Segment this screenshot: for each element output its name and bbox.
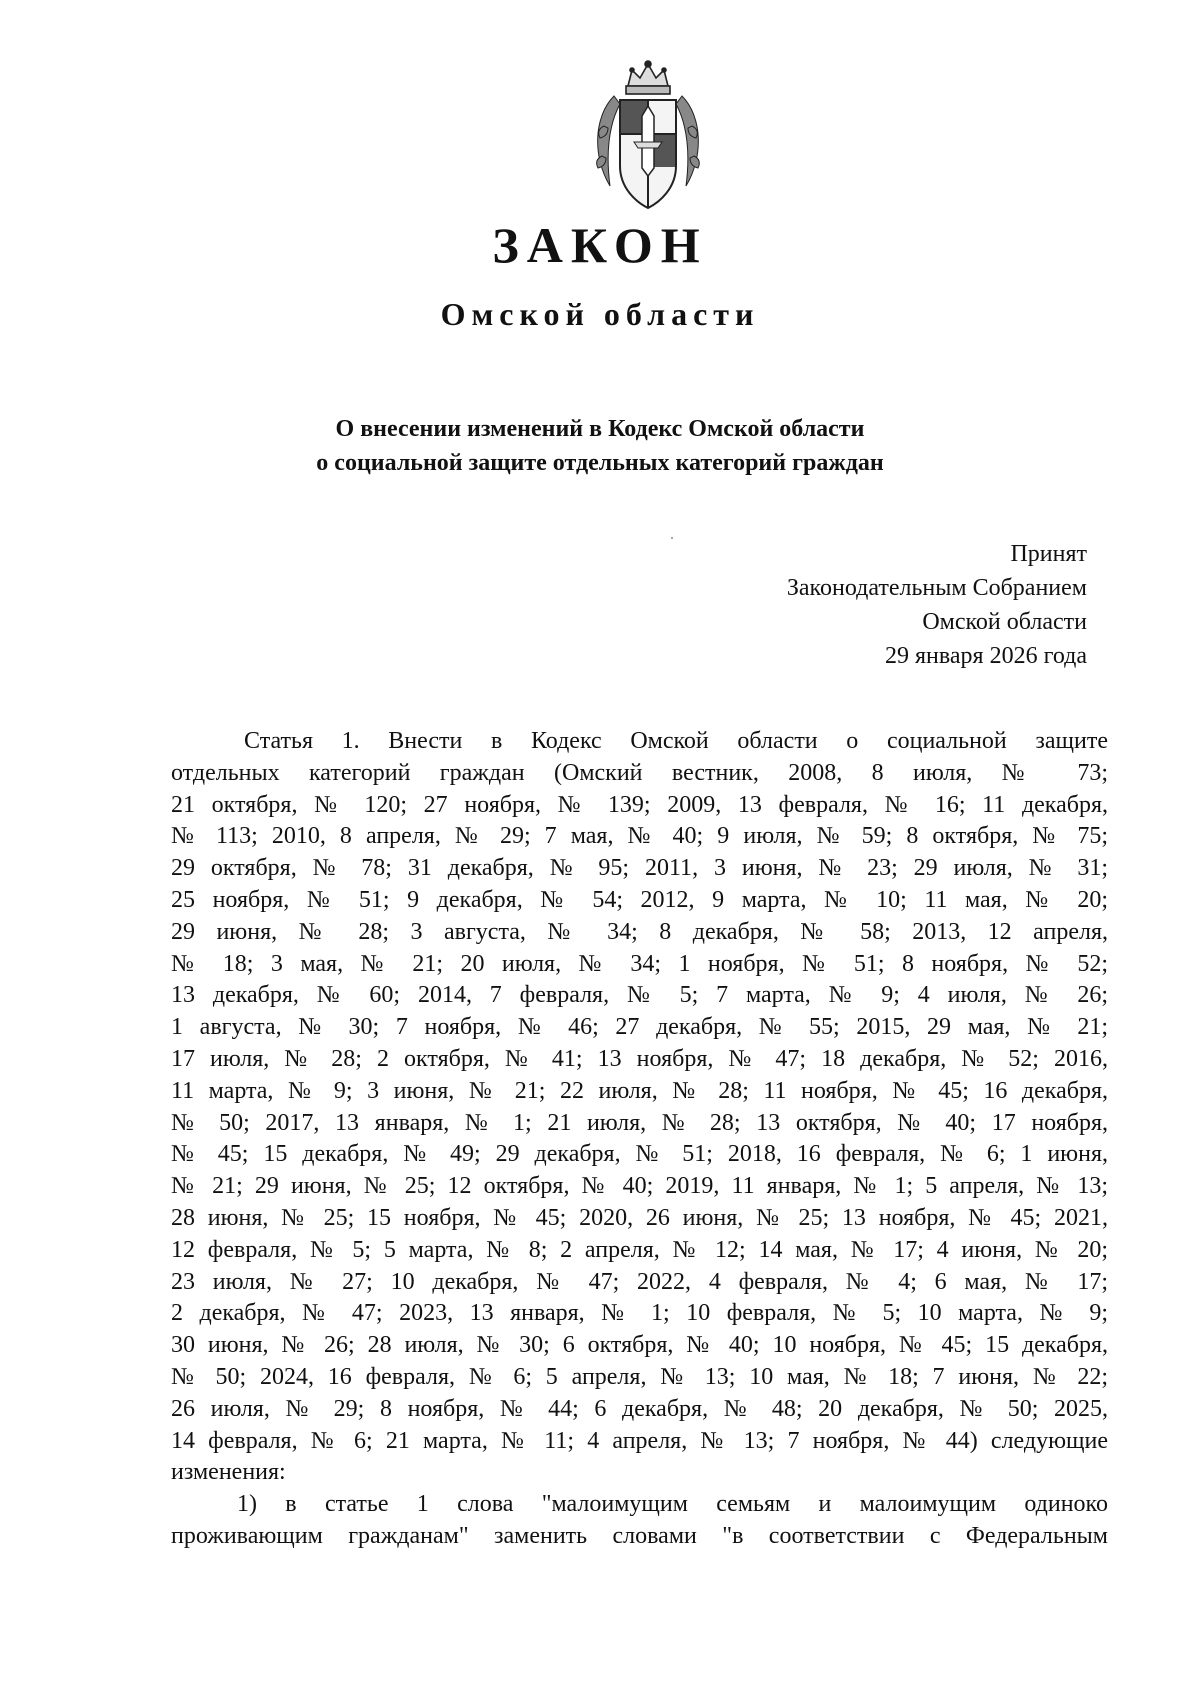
- body-line: Статья 1. Внести в Кодекс Омской области о социальной защите: [244, 728, 1108, 754]
- body-line: № 50; 2017, 13 января, № 1; 21 июля, № 28; 13 октября, № 40; 17 ноября,: [171, 1109, 1108, 1136]
- document-title: ЗАКОН: [492, 217, 708, 273]
- body-line: 29 июня, № 28; 3 августа, № 34; 8 декабря, № 58; 2013, 12 апреля,: [171, 918, 1108, 945]
- body-line: № 18; 3 мая, № 21; 20 июля, № 34; 1 ноября, № 51; 8 ноября, № 52;: [171, 950, 1108, 977]
- body-line: 17 июля, № 28; 2 октября, № 41; 13 ноября, № 47; 18 декабря, № 52; 2016,: [171, 1045, 1108, 1072]
- body-line: 30 июня, № 26; 28 июля, № 30; 6 октября, № 40; 10 ноября, № 45; 15 декабря,: [171, 1332, 1108, 1359]
- body-line: 29 октября, № 78; 31 декабря, № 95; 2011, 3 июня, № 23; 29 июля, № 31;: [171, 855, 1108, 882]
- body-line: 13 декабря, № 60; 2014, 7 февраля, № 5; 7 марта, № 9; 4 июля, № 26;: [171, 982, 1108, 1009]
- body-line: изменения:: [171, 1459, 286, 1486]
- body-line: отдельных категорий граждан (Омский вестник, 2008, 8 июля, № 73;: [171, 759, 1108, 786]
- law-heading-line: О внесении изменений в Кодекс Омской области: [335, 416, 865, 442]
- body-line: 21 октября, № 120; 27 ноября, № 139; 2009, 13 февраля, № 16; 11 декабря,: [171, 791, 1108, 818]
- body-line: № 113; 2010, 8 апреля, № 29; 7 мая, № 40; 9 июля, № 59; 8 октября, № 75;: [171, 823, 1108, 850]
- list-item-1-line: проживающим гражданам" заменить словами "в соответствии с Федеральным: [171, 1522, 1108, 1549]
- scan-speck: [671, 537, 673, 539]
- body-line: 25 ноября, № 51; 9 декабря, № 54; 2012, 9 марта, № 10; 11 мая, № 20;: [171, 886, 1108, 913]
- adoption-date: 29 января 2026 года: [884, 643, 1087, 669]
- body-line: 12 февраля, № 5; 5 марта, № 8; 2 апреля, № 12; 14 мая, № 17; 4 июня, № 20;: [171, 1236, 1108, 1263]
- body-line: 23 июля, № 27; 10 декабря, № 47; 2022, 4 февраля, № 4; 6 мая, № 17;: [171, 1268, 1108, 1295]
- law-heading-line: о социальной защите отдельных категорий граждан: [316, 450, 884, 476]
- body-line: 11 марта, № 9; 3 июня, № 21; 22 июля, № 28; 11 ноября, № 45; 16 декабря,: [171, 1077, 1108, 1104]
- coat-of-arms-icon: [584, 56, 712, 216]
- body-line: № 50; 2024, 16 февраля, № 6; 5 апреля, № 13; 10 мая, № 18; 7 июня, № 22;: [171, 1363, 1108, 1390]
- body-line: 26 июля, № 29; 8 ноября, № 44; 6 декабря, № 48; 20 декабря, № 50; 2025,: [171, 1395, 1108, 1422]
- adoption-line: Омской области: [922, 609, 1087, 635]
- list-item-1-line: 1) в статье 1 слова "малоимущим семьям и малоимущим одиноко: [237, 1491, 1108, 1518]
- law-heading: [0, 412, 1200, 480]
- adoption-block: [787, 537, 1087, 673]
- body-line: 14 февраля, № 6; 21 марта, № 11; 4 апреля, № 13; 7 ноября, № 44) следующие: [171, 1427, 1108, 1454]
- body-line: 28 июня, № 25; 15 ноября, № 45; 2020, 26 июня, № 25; 13 ноября, № 45; 2021,: [171, 1204, 1108, 1231]
- adoption-line: Законодательным Собранием: [786, 575, 1087, 601]
- body-line: 2 декабря, № 47; 2023, 13 января, № 1; 10 февраля, № 5; 10 марта, № 9;: [171, 1300, 1108, 1327]
- document-subtitle: Омской области: [440, 296, 760, 332]
- body-line: № 21; 29 июня, № 25; 12 октября, № 40; 2019, 11 января, № 1; 5 апреля, № 13;: [171, 1173, 1108, 1200]
- body-line: № 45; 15 декабря, № 49; 29 декабря, № 51; 2018, 16 февраля, № 6; 1 июня,: [171, 1141, 1108, 1168]
- adoption-line: Принят: [1010, 541, 1087, 567]
- body-line: 1 августа, № 30; 7 ноября, № 46; 27 декабря, № 55; 2015, 29 мая, № 21;: [171, 1014, 1108, 1041]
- article-1-text: [171, 726, 1108, 1553]
